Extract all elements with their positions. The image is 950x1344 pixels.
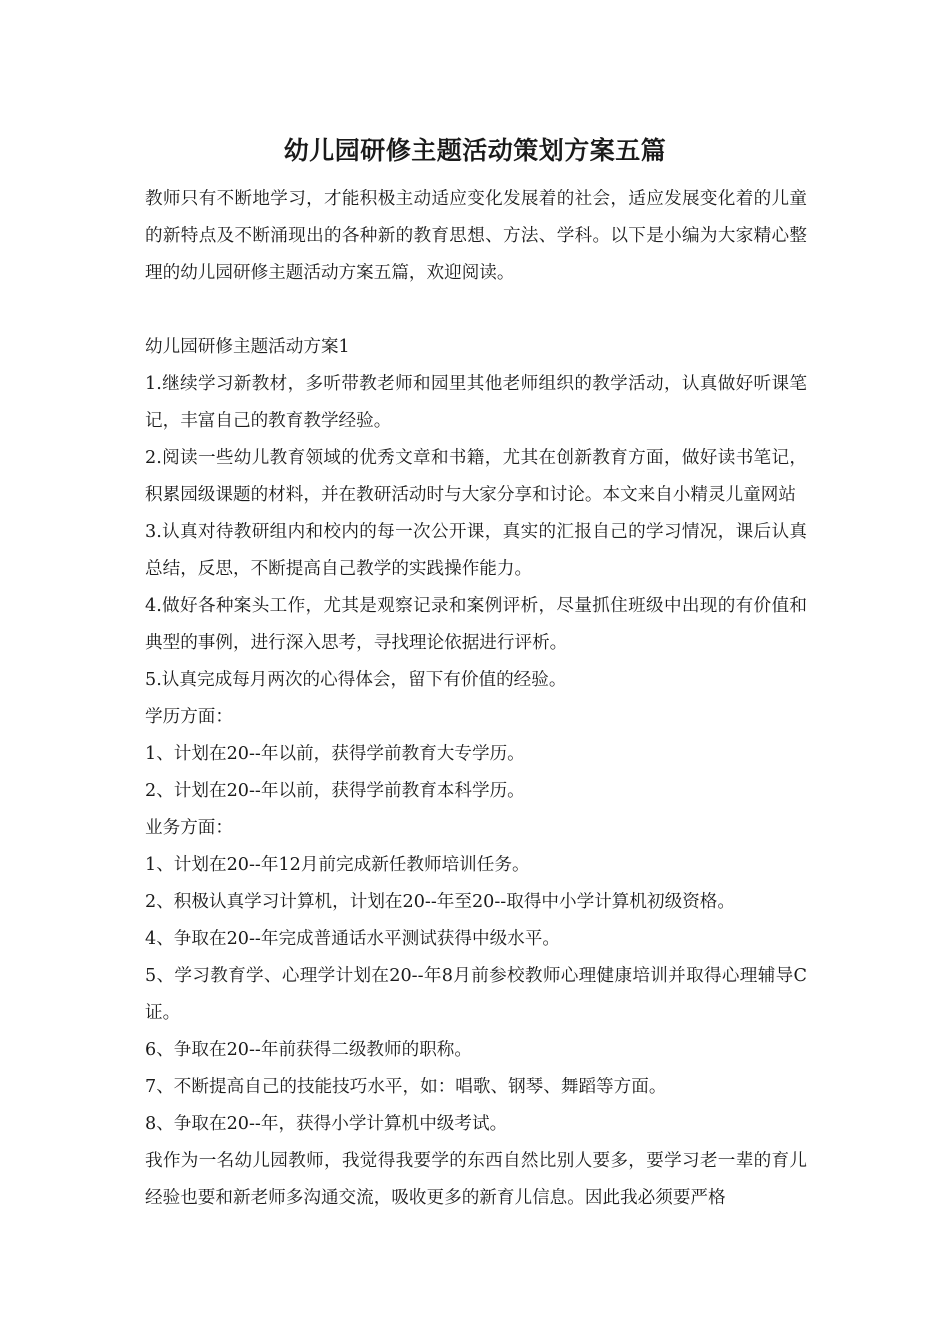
list-item: 2、计划在20--年以前，获得学前教育本科学历。: [145, 781, 525, 801]
list-item: 1、计划在20--年12月前完成新任教师培训任务。: [145, 855, 530, 875]
list-item: 7、不断提高自己的技能技巧水平，如：唱歌、钢琴、舞蹈等方面。: [145, 1077, 667, 1097]
list-item: 6、争取在20--年前获得二级教师的职称。: [145, 1040, 472, 1060]
subsection-heading: 业务方面：: [145, 818, 233, 838]
document-body: [145, 181, 807, 1217]
document-title: 幼儿园研修主题活动策划方案五篇: [283, 136, 667, 165]
intro-paragraph: 教师只有不断地学习，才能积极主动适应变化发展着的社会，适应发展变化着的儿童的新特点及不断涌现出的各种新的教育思想、方法、学科。以下是小编为大家精心整理的幼儿园研修主题活动方案五篇，欢迎阅读。: [145, 189, 807, 283]
body-paragraph: 3.认真对待教研组内和校内的每一次公开课，真实的汇报自己的学习情况，课后认真总结，反思，不断提高自己教学的实践操作能力。: [145, 522, 807, 579]
list-item: 1、计划在20--年以前，获得学前教育大专学历。: [145, 744, 525, 764]
list-item: 2、积极认真学习计算机，计划在20--年至20--取得中小学计算机初级资格。: [145, 892, 735, 912]
list-item: 8、争取在20--年，获得小学计算机中级考试。: [145, 1114, 508, 1134]
section-heading: 幼儿园研修主题活动方案1: [145, 337, 350, 357]
body-paragraph: 1.继续学习新教材，多听带教老师和园里其他老师组织的教学活动，认真做好听课笔记，丰富自己的教育教学经验。: [145, 374, 807, 431]
list-item: 4、争取在20--年完成普通话水平测试获得中级水平。: [145, 929, 560, 949]
body-paragraph: 2.阅读一些幼儿教育领域的优秀文章和书籍，尤其在创新教育方面，做好读书笔记，积累园级课题的材料，并在教研活动时与大家分享和讨论。本文来自小精灵儿童网站: [145, 448, 807, 505]
body-paragraph: 4.做好各种案头工作，尤其是观察记录和案例评析，尽量抓住班级中出现的有价值和典型的事例，进行深入思考，寻找理论依据进行评析。: [145, 596, 807, 653]
list-item: 5、学习教育学、心理学计划在20--年8月前参校教师心理健康培训并取得心理辅导C证。: [145, 966, 807, 1023]
body-paragraph: 5.认真完成每月两次的心得体会，留下有价值的经验。: [145, 670, 567, 690]
subsection-heading: 学历方面：: [145, 707, 233, 727]
body-paragraph: 我作为一名幼儿园教师，我觉得我要学的东西自然比别人要多，要学习老一辈的育儿经验也要和新老师多沟通交流，吸收更多的新育儿信息。因此我必须要严格: [145, 1151, 807, 1208]
